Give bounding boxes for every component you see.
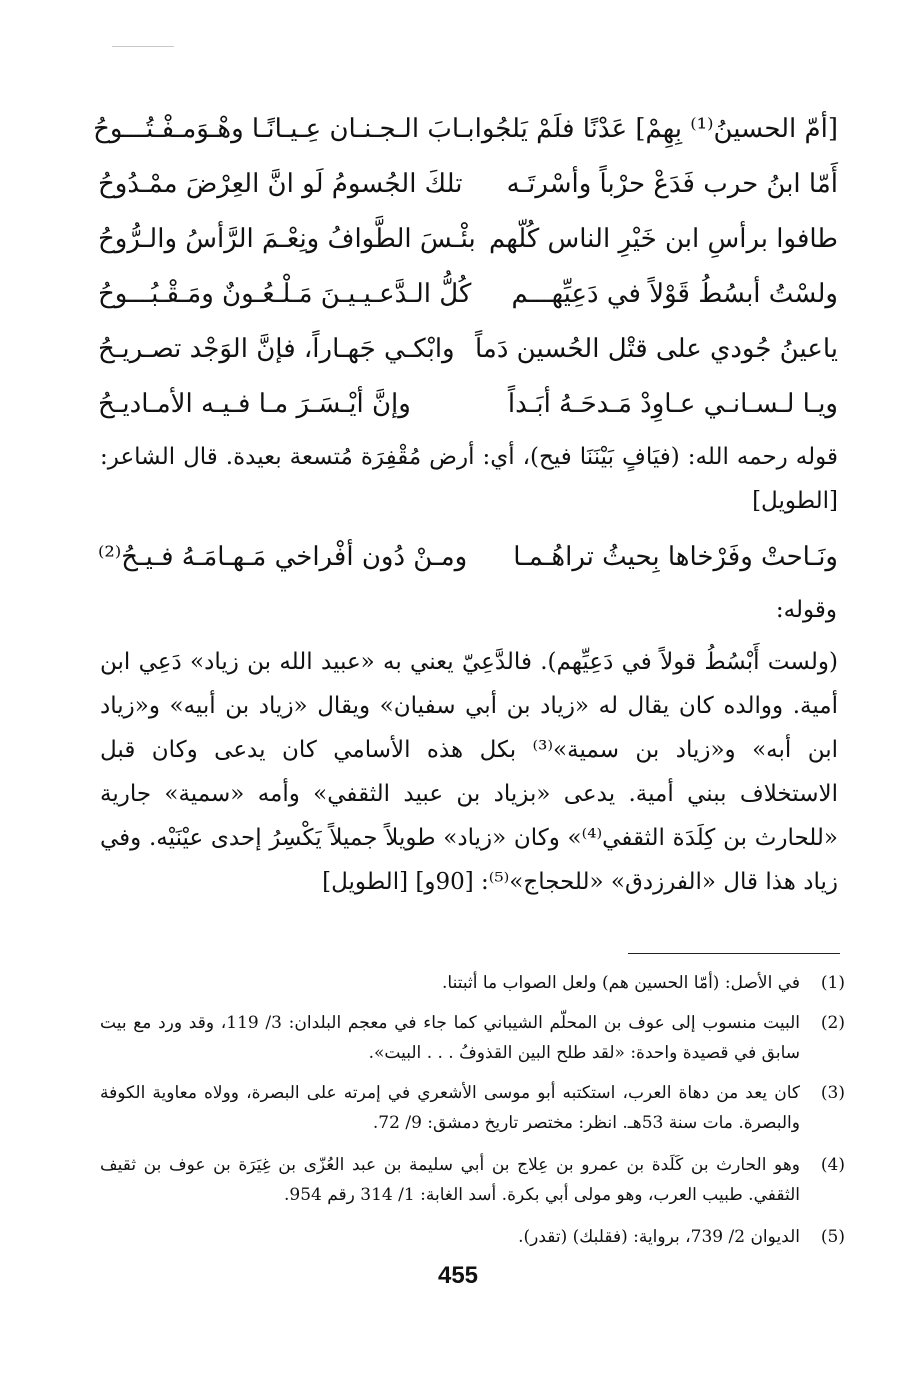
footnote-text: كان يعد من دهاة العرب، استكتبه أبو موسى الأشعري في إمرته على البصرة، وولاه معاوية الكوفة والبصرة. مات سنة 53هـ. انظر: مختصر تاريخ دمشق: 9/ 72. — [100, 1083, 800, 1133]
commentary-text: قوله رحمه الله: (فيَافٍ بَيْنَنَا فيح)، أي: أرض مُقْفِرَة مُتسعة بعيدة. قال الشاعر: [الطويل] — [100, 444, 838, 514]
verse-second-hemistich: تلكَ الجُسومُ لَو انَّ العِرْضَ ممْـدُوحُ — [98, 169, 463, 199]
verse-second-hemistich: وإنَّ أيْـسَـرَ مـا فـيـه الأمـاديـحُ — [98, 389, 411, 419]
verse-first-hemistich: ولسْتُ أبسُطُ قَوْلاً في دَعِيِّهـــم — [511, 279, 838, 309]
verse-line — [93, 104, 838, 154]
verse-second-hemistich: وابْكـي جَهـاراً، فإنَّ الوَجْد تصـريـحُ — [98, 334, 455, 364]
verse-line — [98, 532, 838, 582]
footnote-text: البيت منسوب إلى عوف بن المحلّم الشيباني كما جاء في معجم البلدان: 3/ 119، وقد ورد مع بيت سابق في قصيدة واحدة: «لقد طلح البين القذوفُ . . . البيت». — [100, 1013, 800, 1063]
page-number: 455 — [437, 1262, 479, 1289]
verse-first-hemistich: [أمّ الحسينُ⁽¹⁾ بِهِمْ] عَدْنًا فلَمْ يَلجُوا — [474, 114, 838, 144]
footnote-number: (2) — [820, 1013, 845, 1033]
footnote-text: وهو الحارث بن كَلَدة بن عمرو بن عِلاج بن أبي سليمة بن عبد العُزّى بن غِيَرَة بن عوف بن ثقيف الثقفي. طبيب العرب، وهو مولى أبي بكرة. أسد الغابة: 1/ 314 رقم 954. — [100, 1155, 800, 1205]
commentary-paragraph — [100, 640, 838, 904]
footnote-number: (5) — [820, 1227, 845, 1247]
footnote-number: (3) — [820, 1083, 845, 1103]
verse-second-hemistich: كُلُّ الـدَّعـيـيـنَ مَـلْـعُـونٌ ومَـقْـبُـــوحُ — [98, 279, 472, 309]
footnote-separator — [628, 953, 840, 954]
verse-line — [98, 269, 838, 319]
commentary-paragraph — [100, 435, 838, 523]
verse-line — [98, 214, 838, 264]
verse-first-hemistich: طافوا برأسِ ابن خَيْرِ الناس كُلّهم — [488, 224, 838, 254]
footnote-number: (4) — [820, 1155, 845, 1175]
verse-second-hemistich: بـابَ الـجـنـان عِـيـانًـا وهْـوَمـفْـتُـــوحُ — [93, 114, 475, 144]
verse-first-hemistich: ونَـاحتْ وفَرْخاها بِحيثُ تراهُـمـا — [513, 542, 838, 572]
verse-first-hemistich: ويـا لـسـانـي عـاوِدْ مَـدحَـهُ أبَـداً — [507, 389, 838, 419]
verse-line — [98, 324, 838, 374]
and-his-saying: وقوله: — [775, 597, 837, 623]
verse-second-hemistich: ومـنْ دُون أفْراخي مَـهـامَـهُ فـيـحُ⁽²⁾ — [98, 542, 468, 572]
verse-first-hemistich: أَمّا ابنُ حرب فَدَعْ حرْباً وأسْرتَـه — [506, 169, 838, 199]
verse-line — [98, 159, 838, 209]
footnote-text: الديوان 2/ 739، برواية: (فقلبك) (تقدر). — [518, 1227, 800, 1247]
commentary-text: (ولست أَبْسُطُ قولاً في دَعِيِّهم). فالدَّعِيّ يعني به «عبيد الله بن زياد» دَعِي ابن أمية. ووالده كان يقال له «زياد بن أبي سفيان» ويقال «زياد بن أبيه» و«زياد ابن أبه» و«زياد بن سمية»⁽³⁾ بكل هذه الأسامي كان يدعى وكان قبل الاستخلاف ببني أمية. يدعى «بزياد بن عبيد الثقفي» وأمه «سمية» جارية «للحارث بن كِلَدَة الثقفي⁽⁴⁾» وكان «زياد» طويلاً جميلاً يَكْسِرُ إحدى عيْنَيْه. وفي زياد هذا قال «الفرزدق» «للحجاج»⁽⁵⁾: [90و] [الطويل] — [100, 649, 839, 895]
header-rule — [112, 46, 174, 47]
footnote-text: في الأصل: (أمّا الحسين هم) ولعل الصواب ما أثبتنا. — [442, 973, 800, 993]
footnote-number: (1) — [820, 973, 845, 993]
verse-line — [98, 379, 838, 429]
verse-second-hemistich: بئْـسَ الطَّوافُ ونِعْـمَ الرَّأسُ والـرُّوحُ — [98, 224, 476, 254]
verse-first-hemistich: ياعينُ جُودي على قتْل الحُسين دَماً — [474, 334, 838, 364]
